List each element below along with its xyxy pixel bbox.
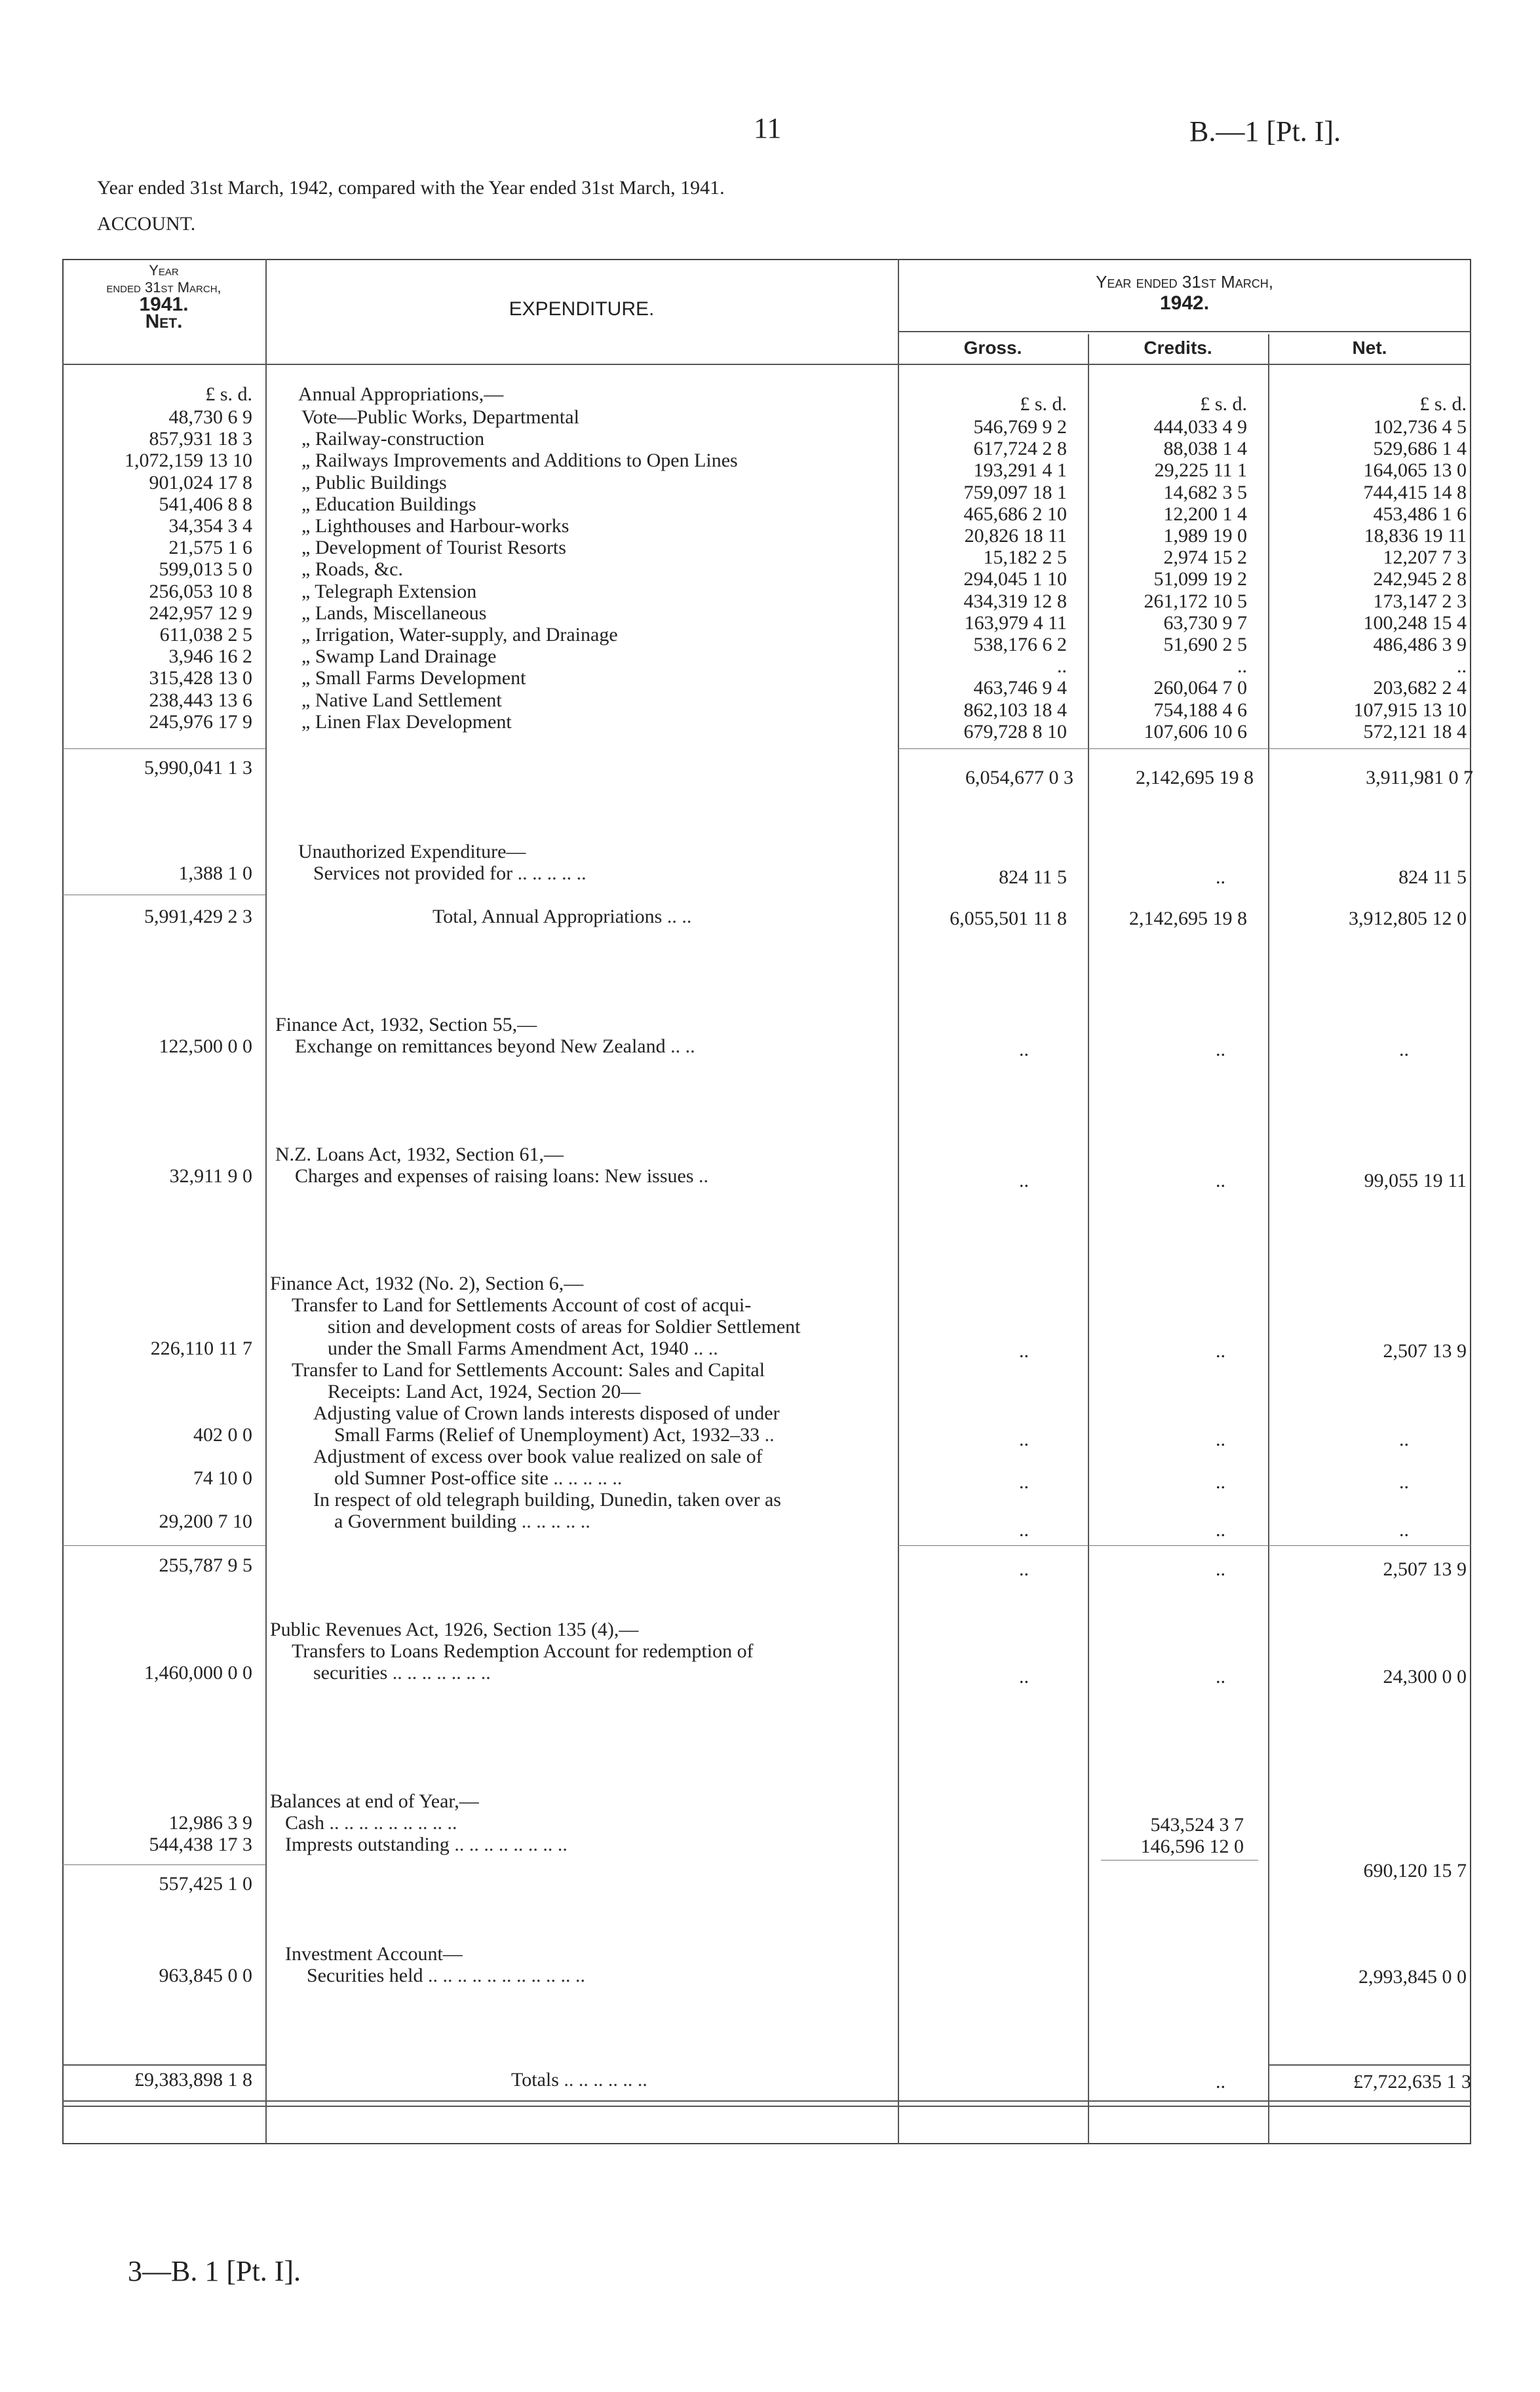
totals-prev: £9,383,898 1 8 (134, 2069, 252, 2091)
finance1932-title: Finance Act, 1932, Section 55,— (275, 1014, 537, 1035)
annual-row-label (301, 450, 738, 471)
finance-no2-item5-line2: a Government building .. .. .. .. .. (334, 1511, 590, 1532)
annual-row-prev: 599,013 5 0 (159, 558, 252, 580)
finance-no2-item1-credits: .. (1216, 1340, 1225, 1362)
annual-row-net: 100,248 15 4 (1363, 612, 1467, 634)
annual-row-label (301, 428, 484, 450)
annual-row-label-text: „ Native Land Settlement (301, 689, 502, 711)
annual-row-credits: 444,033 4 9 (1153, 416, 1247, 438)
annual-row-credits: 12,200 1 4 (1163, 503, 1247, 525)
balances-imprest-label: Imprests outstanding .. .. .. .. .. .. .. .. (285, 1834, 568, 1855)
annual-row-gross: 463,746 9 4 (973, 677, 1067, 699)
unauthorized-label: Services not provided for .. .. .. .. .. (313, 862, 587, 884)
loans-title: N.Z. Loans Act, 1932, Section 61,— (275, 1144, 564, 1165)
rule (62, 2106, 1471, 2107)
finance1932-gross: .. (1019, 1039, 1029, 1060)
annual-row-net: 164,065 13 0 (1363, 459, 1467, 481)
finance-no2-item1-line1: Transfer to Land for Settlements Account of cost of acqui- (292, 1294, 752, 1316)
annual-row-label-text: „ Roads, &c. (301, 558, 403, 580)
annual-row-prev: 245,976 17 9 (149, 711, 252, 733)
finance-no2-item4-gross: .. (1019, 1471, 1029, 1493)
loans-net: 99,055 19 11 (1364, 1170, 1467, 1191)
credits-header: Credits. (1144, 338, 1212, 358)
public-revenues-gross: .. (1019, 1666, 1029, 1688)
loans-label-text: Charges and expenses of raising loans: New issues (295, 1165, 694, 1187)
annual-row-gross: 294,045 1 10 (963, 568, 1067, 590)
annual-row-gross: 465,686 2 10 (963, 503, 1067, 525)
annual-row-gross: 617,724 2 8 (973, 438, 1067, 459)
document-reference: B.—1 [Pt. I]. (1189, 115, 1341, 147)
annual-row-credits: 63,730 9 7 (1163, 612, 1247, 634)
annual-row-gross: 538,176 6 2 (973, 634, 1067, 655)
annual-row-label (301, 472, 447, 493)
annual-row-label-text: Vote—Public Works, Departmental (301, 406, 579, 428)
current-year-header-line1: Year ended 31st March, (1096, 272, 1273, 292)
total-annual-gross: 6,055,501 11 8 (950, 908, 1067, 929)
rule (898, 748, 1471, 749)
rule (898, 1545, 1471, 1546)
finance-no2-item4-credits: .. (1216, 1471, 1225, 1493)
finance-no2-item3-gross: .. (1019, 1429, 1029, 1450)
annual-row-prev: 242,957 12 9 (149, 602, 252, 624)
finance-no2-subtotal-net: 2,507 13 9 (1383, 1558, 1467, 1580)
balances-imprest-prev: 544,438 17 3 (149, 1834, 252, 1855)
annual-row-credits: 260,064 7 0 (1153, 677, 1247, 699)
annual-row-gross: 862,103 18 4 (963, 699, 1067, 721)
annual-row-prev: 611,038 2 5 (159, 624, 252, 646)
finance-no2-item5-gross: .. (1019, 1519, 1029, 1541)
annual-row-credits: 88,038 1 4 (1163, 438, 1247, 459)
balances-subtotal-prev: 557,425 1 0 (159, 1873, 252, 1895)
annual-row-net: 242,945 2 8 (1373, 568, 1467, 590)
finance-no2-item5-net: .. (1399, 1519, 1409, 1541)
currency-gross: £ s. d. (1020, 393, 1067, 415)
annual-row-gross: 679,728 8 10 (963, 721, 1067, 743)
annual-row-net: .. (1457, 655, 1467, 677)
investment-title: Investment Account— (285, 1943, 463, 1965)
public-revenues-line2: securities .. .. .. .. .. .. .. (313, 1662, 491, 1684)
prev-year-header (62, 262, 265, 330)
annual-row-prev: 3,946 16 2 (168, 646, 252, 667)
annual-row-credits: 14,682 3 5 (1163, 482, 1247, 503)
balances-imprest-credits: 146,596 12 0 (1140, 1836, 1244, 1857)
current-year-header (898, 272, 1471, 315)
balances-title: Balances at end of Year,— (270, 1790, 479, 1812)
finance-no2-item1-gross: .. (1019, 1340, 1029, 1362)
public-revenues-credits: .. (1216, 1666, 1225, 1688)
public-revenues-title: Public Revenues Act, 1926, Section 135 (4),— (270, 1619, 639, 1640)
annual-row-net: 102,736 4 5 (1373, 416, 1467, 438)
annual-row-gross: 546,769 9 2 (973, 416, 1067, 438)
currency-credits: £ s. d. (1200, 393, 1247, 415)
annual-row-label-text: „ Small Farms Development (301, 667, 526, 689)
header-rule-top (898, 331, 1471, 332)
page-footer: 3—B. 1 [Pt. I]. (128, 2255, 301, 2287)
annual-row-label-text: „ Swamp Land Drainage (301, 646, 497, 667)
loans-label: Charges and expenses of raising loans: New issues .. (295, 1165, 708, 1187)
annual-row-net: 203,682 2 4 (1373, 677, 1467, 699)
finance-no2-item4-prev: 74 10 0 (193, 1467, 252, 1489)
finance-no2-item2-line2: Receipts: Land Act, 1924, Section 20— (328, 1381, 641, 1402)
annual-title: Annual Appropriations,— (298, 383, 504, 405)
finance-no2-item4-line2-text: old Sumner Post-office site (334, 1467, 549, 1489)
annual-row-gross: .. (1057, 655, 1067, 677)
annual-row-label (301, 406, 579, 428)
total-annual-credits: 2,142,695 19 8 (1129, 908, 1247, 929)
rule (1101, 1860, 1258, 1861)
annual-row-label (301, 689, 502, 711)
finance-no2-item3-prev: 402 0 0 (193, 1424, 252, 1446)
totals-net: £7,722,635 1 3 (1353, 2071, 1471, 2093)
annual-row-credits: 107,606 10 6 (1144, 721, 1247, 743)
annual-row-gross: 193,291 4 1 (973, 459, 1067, 481)
annual-row-label-text: „ Development of Tourist Resorts (301, 537, 566, 558)
divider-credits (1268, 334, 1269, 2144)
annual-row-prev: 857,931 18 3 (149, 428, 252, 450)
annual-row-net: 572,121 18 4 (1363, 721, 1467, 743)
annual-row-label-text: „ Education Buildings (301, 493, 476, 515)
total-annual-net: 3,912,805 12 0 (1349, 908, 1467, 929)
balances-net: 690,120 15 7 (1363, 1860, 1467, 1881)
rule (62, 1545, 265, 1546)
investment-label: Securities held .. .. .. .. .. .. .. .. .. .. .. (307, 1965, 585, 1986)
annual-row-label-text: „ Lighthouses and Harbour-works (301, 515, 569, 537)
rule (62, 1864, 265, 1865)
finance-no2-subtotal-credits: .. (1216, 1558, 1225, 1580)
annual-row-label (301, 537, 566, 558)
balances-cash-credits: 543,524 3 7 (1150, 1814, 1244, 1836)
account-table (62, 259, 1471, 2144)
finance-no2-item1-line2: sition and development costs of areas for Soldier Settlement (328, 1316, 801, 1338)
finance-no2-item4-net: .. (1399, 1471, 1409, 1493)
annual-row-prev: 34,354 3 4 (168, 515, 252, 537)
annual-row-credits: 754,188 4 6 (1153, 699, 1247, 721)
total-annual-prev: 5,991,429 2 3 (144, 906, 252, 927)
unauthorized-gross: 824 11 5 (999, 866, 1067, 888)
loans-prev: 32,911 9 0 (169, 1165, 252, 1187)
expenditure-header: EXPENDITURE. (509, 298, 655, 320)
annual-row-label (301, 646, 496, 667)
page-number: 11 (754, 112, 782, 144)
public-revenues-line1: Transfers to Loans Redemption Account for redemption of (292, 1640, 754, 1662)
annual-row-credits: 261,172 10 5 (1144, 590, 1247, 612)
annual-row-prev: 901,024 17 8 (149, 472, 252, 493)
annual-row-gross: 434,319 12 8 (963, 590, 1067, 612)
finance-no2-item3-line1: Adjusting value of Crown lands interests disposed of under (313, 1402, 780, 1424)
finance-no2-item1-line3: under the Small Farms Amendment Act, 1940 .. .. (328, 1338, 718, 1359)
finance-no2-item1-line3-text: under the Small Farms Amendment Act, 1940 (328, 1338, 689, 1359)
annual-row-credits: 51,099 19 2 (1153, 568, 1247, 590)
annual-row-net: 453,486 1 6 (1373, 503, 1467, 525)
unauthorized-label-text: Services not provided for (313, 862, 513, 884)
prev-year-header-line1: Year (149, 262, 179, 279)
annual-row-label-text: „ Public Buildings (301, 472, 447, 493)
annual-row-credits: .. (1237, 655, 1247, 677)
unauthorized-prev: 1,388 1 0 (178, 862, 252, 884)
annual-row-label (301, 515, 569, 537)
annual-row-label-text: „ Linen Flax Development (301, 711, 512, 733)
public-revenues-prev: 1,460,000 0 0 (144, 1662, 252, 1684)
divider-prev (265, 259, 267, 2144)
annual-subtotal-credits: 2,142,695 19 8 (1136, 767, 1254, 788)
prev-year-header-line4: Net. (145, 311, 183, 332)
finance1932-prev: 122,500 0 0 (159, 1035, 252, 1057)
annual-row-label (301, 624, 618, 646)
total-annual-label-text: Total, Annual Appropriations (433, 906, 663, 927)
investment-net: 2,993,845 0 0 (1358, 1966, 1467, 1988)
annual-row-label-text: „ Telegraph Extension (301, 581, 477, 602)
annual-row-prev: 256,053 10 8 (149, 581, 252, 602)
balances-cash-label-text: Cash (285, 1812, 324, 1834)
annual-row-net: 107,915 13 10 (1353, 699, 1467, 721)
annual-row-prev: 48,730 6 9 (168, 406, 252, 428)
rule (1268, 2064, 1471, 2066)
annual-row-gross: 15,182 2 5 (983, 547, 1067, 568)
annual-row-prev: 315,428 13 0 (149, 667, 252, 689)
unauthorized-credits: .. (1216, 866, 1225, 888)
annual-row-net: 486,486 3 9 (1373, 634, 1467, 655)
finance-no2-item2-line1: Transfer to Land for Settlements Account: Sales and Capital (292, 1359, 765, 1381)
finance-no2-item5-credits: .. (1216, 1519, 1225, 1541)
public-revenues-net: 24,300 0 0 (1383, 1666, 1467, 1688)
finance1932-label-text: Exchange on remittances beyond New Zealand (295, 1035, 666, 1057)
prev-year-header-line3: 1941. (139, 294, 189, 315)
finance-no2-item3-net: .. (1399, 1429, 1409, 1450)
annual-row-label (301, 711, 512, 733)
annual-row-credits: 29,225 11 1 (1154, 459, 1247, 481)
finance-no2-item1-prev: 226,110 11 7 (150, 1338, 252, 1359)
section-label: ACCOUNT. (97, 213, 196, 235)
annual-row-net: 529,686 1 4 (1373, 438, 1467, 459)
annual-row-label-text: „ Railways Improvements and Additions to Open Lines (301, 450, 738, 471)
annual-row-prev: 21,575 1 6 (168, 537, 252, 558)
annual-row-credits: 2,974 15 2 (1163, 547, 1247, 568)
loans-gross: .. (1019, 1170, 1029, 1191)
balances-cash-prev: 12,986 3 9 (168, 1812, 252, 1834)
finance1932-credits: .. (1216, 1039, 1225, 1060)
annual-subtotal-prev: 5,990,041 1 3 (144, 757, 252, 779)
finance1932-label: Exchange on remittances beyond New Zealand .. .. (295, 1035, 695, 1057)
divider-desc (898, 259, 899, 2144)
annual-row-gross: 20,826 18 11 (964, 525, 1067, 547)
finance-no2-item4-line2: old Sumner Post-office site .. .. .. .. .. (334, 1467, 623, 1489)
investment-prev: 963,845 0 0 (159, 1965, 252, 1986)
finance1932-net: .. (1399, 1039, 1409, 1060)
public-revenues-line2-text: securities (313, 1662, 388, 1684)
finance-no2-item3-credits: .. (1216, 1429, 1225, 1450)
finance-no2-subtotal-gross: .. (1019, 1558, 1029, 1580)
rule (62, 748, 265, 749)
totals-label-text: Totals (511, 2069, 559, 2091)
annual-row-net: 744,415 14 8 (1363, 482, 1467, 503)
gross-header: Gross. (963, 338, 1022, 358)
annual-row-prev: 541,406 8 8 (159, 493, 252, 515)
net-header: Net. (1352, 338, 1387, 358)
finance-no2-item1-net: 2,507 13 9 (1383, 1340, 1467, 1362)
totals-label: Totals .. .. .. .. .. .. (511, 2069, 647, 2091)
annual-row-prev: 238,443 13 6 (149, 689, 252, 711)
current-year-header-line2: 1942. (1159, 292, 1210, 314)
divider-gross (1088, 334, 1089, 2144)
annual-row-gross: 163,979 4 11 (964, 612, 1067, 634)
header-rule (62, 364, 1471, 365)
finance-no2-item5-line1: In respect of old telegraph building, Dunedin, taken over as (313, 1489, 781, 1511)
finance-no2-item4-line1: Adjustment of excess over book value realized on sale of (313, 1446, 763, 1467)
rule (62, 2100, 1471, 2102)
annual-row-label (301, 602, 486, 624)
annual-row-net: 18,836 19 11 (1364, 525, 1467, 547)
finance-no2-item3-line2-text: Small Farms (Relief of Unemployment) Act, 1932–33 (334, 1424, 760, 1446)
currency-net: £ s. d. (1419, 393, 1467, 415)
loans-credits: .. (1216, 1170, 1225, 1191)
finance-no2-item5-prev: 29,200 7 10 (159, 1511, 252, 1532)
annual-row-gross: 759,097 18 1 (963, 482, 1067, 503)
annual-subtotal-gross: 6,054,677 0 3 (965, 767, 1073, 788)
finance-no2-item5-line2-text: a Government building (334, 1511, 517, 1532)
annual-row-prev: 1,072,159 13 10 (125, 450, 252, 471)
annual-row-net: 12,207 7 3 (1383, 547, 1467, 568)
finance-no2-item3-line2: Small Farms (Relief of Unemployment) Act, 1932–33 .. (334, 1424, 775, 1446)
annual-row-net: 173,147 2 3 (1373, 590, 1467, 612)
page-subtitle: Year ended 31st March, 1942, compared with the Year ended 31st March, 1941. (97, 177, 725, 199)
balances-imprest-label-text: Imprests outstanding (285, 1834, 450, 1855)
annual-subtotal-net: 3,911,981 0 7 (1366, 767, 1473, 788)
prev-year-header-line2: ended 31st March, (106, 279, 221, 296)
annual-row-label (301, 581, 476, 602)
annual-row-label (301, 493, 476, 515)
investment-label-text: Securities held (307, 1965, 423, 1986)
finance-no2-subtotal-prev: 255,787 9 5 (159, 1554, 252, 1576)
annual-row-label-text: „ Lands, Miscellaneous (301, 602, 487, 624)
currency-prev: £ s. d. (205, 383, 252, 405)
finance-no2-title: Finance Act, 1932 (No. 2), Section 6,— (270, 1273, 584, 1294)
totals-credits: .. (1216, 2071, 1225, 2093)
unauthorized-net: 824 11 5 (1398, 866, 1467, 888)
annual-row-label (301, 667, 526, 689)
annual-row-label-text: „ Irrigation, Water-supply, and Drainage (301, 624, 618, 646)
annual-row-credits: 51,690 2 5 (1163, 634, 1247, 655)
total-annual-label: Total, Annual Appropriations .. .. (433, 906, 692, 927)
annual-row-label (301, 558, 403, 580)
annual-row-credits: 1,989 19 0 (1163, 525, 1247, 547)
rule (62, 2064, 265, 2066)
unauthorized-title: Unauthorized Expenditure— (298, 841, 526, 862)
annual-row-label-text: „ Railway-construction (301, 428, 485, 450)
balances-cash-label: Cash .. .. .. .. .. .. .. .. .. (285, 1812, 457, 1834)
